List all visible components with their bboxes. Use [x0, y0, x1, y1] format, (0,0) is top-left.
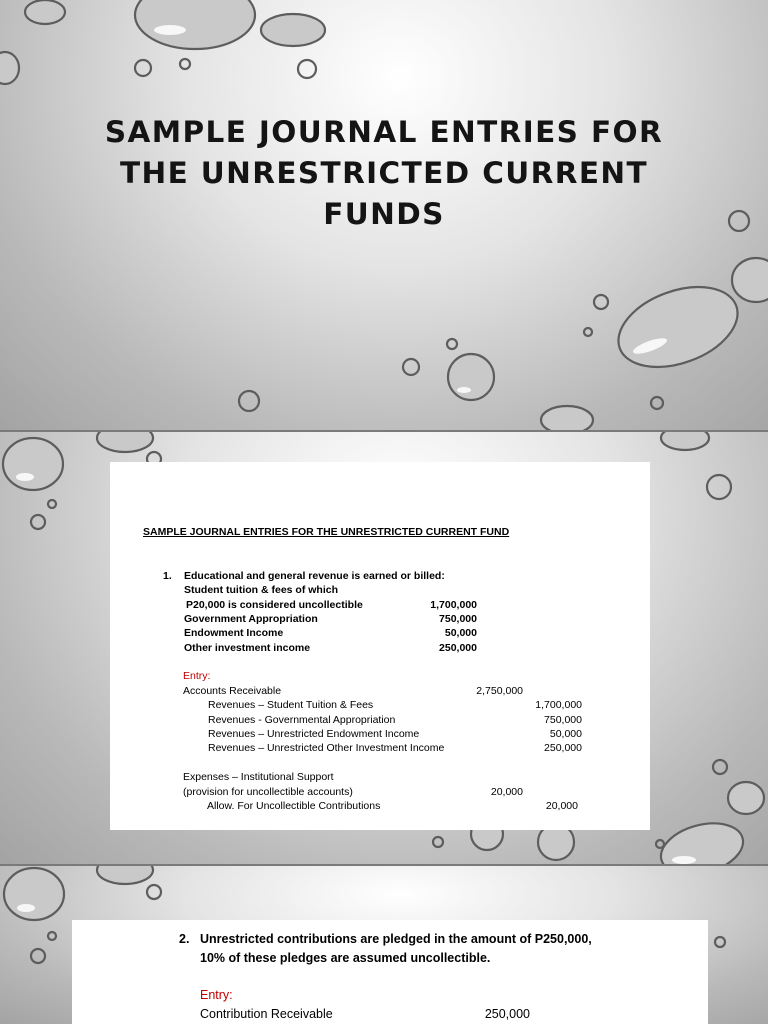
credit-account: Revenues – Student Tuition & Fees [208, 699, 374, 711]
detail-label: Student tuition & fees of which [184, 584, 338, 596]
water-drop [97, 866, 153, 884]
debit-amount: 250,000 [484, 1007, 530, 1021]
credit-account: Revenues – Unrestricted Other Investment Income [208, 742, 445, 754]
water-drop [661, 432, 709, 450]
detail-label: Other investment income [184, 642, 311, 654]
water-drop [180, 59, 190, 69]
water-drop [433, 837, 443, 847]
credit-account: Revenues – Unrestricted Endowment Income [208, 728, 420, 740]
water-drop [707, 475, 731, 499]
water-drop [298, 60, 316, 78]
water-drop [261, 14, 325, 46]
water-drop [31, 949, 45, 963]
item-number: 1. [163, 570, 172, 582]
slide-title: SAMPLE JOURNAL ENTRIES FOR THE UNRESTRICTED CURRENT FUNDS [104, 115, 664, 231]
credit-account: Revenues - Governmental Appropriation [208, 714, 396, 726]
journal-document [72, 920, 708, 1024]
water-drop [732, 258, 768, 302]
item-number: 2. [179, 932, 190, 946]
detail-amount: 750,000 [439, 613, 477, 625]
allowance-credit-account: Allow. For Uncollectible Contributions [207, 800, 381, 812]
water-drop [713, 760, 727, 774]
water-drop [715, 937, 725, 947]
journal-entry-slide-1 [0, 432, 768, 864]
water-drop [4, 868, 64, 920]
journal-entry-slide-2 [0, 866, 768, 1024]
water-drop [147, 885, 161, 899]
item-line: Unrestricted contributions are pledged in the amount of P250,000, [200, 932, 592, 946]
expense-note: (provision for uncollectible accounts) [183, 786, 353, 798]
water-drop [728, 782, 764, 814]
water-drop [447, 339, 457, 349]
water-drop [97, 432, 153, 452]
water-drop [655, 815, 749, 864]
journal-document [110, 462, 650, 830]
entry-label: Entry: [200, 988, 233, 1002]
water-drop [403, 359, 419, 375]
water-drop [135, 0, 255, 49]
detail-label: Endowment Income [184, 627, 284, 639]
entry-label: Entry: [183, 670, 211, 682]
allowance-credit-amount: 20,000 [545, 800, 578, 812]
detail-label: P20,000 is considered uncollectible [186, 599, 363, 611]
debit-account: Accounts Receivable [183, 685, 282, 697]
debit-account: Contribution Receivable [200, 1007, 333, 1021]
item-heading: Educational and general revenue is earned or billed: [184, 570, 445, 582]
credit-amount: 1,700,000 [535, 699, 582, 711]
expense-debit-amount: 20,000 [490, 786, 523, 798]
water-drop [135, 60, 151, 76]
water-drop [48, 500, 56, 508]
water-drop [239, 391, 259, 411]
water-drop [607, 272, 748, 382]
water-drop [31, 515, 45, 529]
detail-amount: 250,000 [439, 642, 477, 654]
water-drop [0, 52, 19, 84]
credit-amount: 750,000 [544, 714, 582, 726]
water-drop [3, 438, 63, 490]
water-drop [584, 328, 592, 336]
item-line: 10% of these pledges are assumed uncollectible. [200, 951, 491, 965]
water-drop [594, 295, 608, 309]
detail-amount: 1,700,000 [430, 599, 477, 611]
water-drop [656, 840, 664, 848]
expense-debit-account: Expenses – Institutional Support [183, 771, 334, 783]
water-drop [48, 932, 56, 940]
title-slide [0, 0, 768, 430]
water-drop [448, 354, 494, 400]
water-drop [651, 397, 663, 409]
detail-amount: 50,000 [444, 627, 477, 639]
water-drop [729, 211, 749, 231]
water-drop [25, 0, 65, 24]
credit-amount: 50,000 [549, 728, 582, 740]
credit-amount: 250,000 [544, 742, 582, 754]
debit-amount: 2,750,000 [476, 685, 523, 697]
water-drop [541, 406, 593, 430]
detail-label: Government Appropriation [184, 613, 318, 625]
document-title: SAMPLE JOURNAL ENTRIES FOR THE UNRESTRICTED CURRENT FUND [143, 526, 510, 538]
